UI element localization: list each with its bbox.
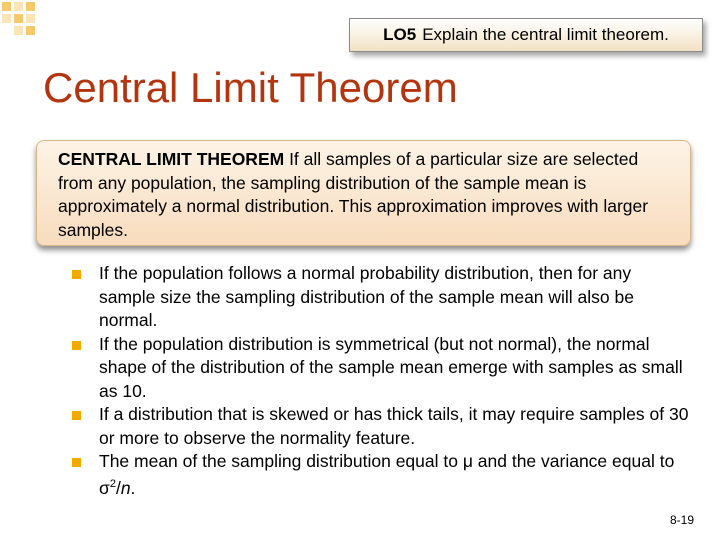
list-item — [72, 333, 692, 404]
list-item — [72, 450, 692, 501]
definition-text: If all samples of a particular size are selected from any population, the sampling distribution of the sample mean is approximately a normal distribution. This approximation improves with larger samples. — [58, 149, 649, 240]
square-bullet-icon — [72, 458, 81, 467]
bullet-text-part: / — [115, 478, 121, 499]
learning-objective-text: Explain the central limit theorem. — [422, 25, 669, 44]
definition-term: CENTRAL LIMIT THEOREM — [58, 149, 285, 169]
bullet-list — [72, 262, 692, 501]
list-item — [72, 403, 692, 450]
bullet-text: If a distribution that is skewed or has thick tails, it may require samples of 30 or more to observe the normality feature. — [99, 404, 689, 448]
list-item — [72, 262, 692, 333]
bullet-text-part: . — [130, 478, 136, 499]
page-number: 8-19 — [669, 513, 694, 527]
bullet-text: If the population follows a normal probability distribution, then for any sample size the sampling distribution of the sample mean will also be normal. — [99, 263, 634, 330]
square-bullet-icon — [72, 270, 81, 279]
superscript: 2 — [109, 478, 116, 491]
square-bullet-icon — [72, 341, 81, 350]
bullet-text — [99, 451, 674, 498]
definition-callout — [36, 140, 691, 246]
slide-title: Central Limit Theorem — [43, 64, 458, 111]
variable-n: n — [120, 478, 131, 499]
bullet-text-part: The mean of the sampling distribution equal to μ and the variance equal to σ — [99, 451, 675, 499]
corner-decoration — [0, 0, 60, 50]
learning-objective-box — [349, 18, 703, 52]
square-bullet-icon — [72, 411, 81, 420]
bullet-text: If the population distribution is symmetrical (but not normal), the normal shape of the distribution of the sample mean emerge with samples as small as 10. — [99, 333, 683, 401]
learning-objective-label: LO5 — [383, 25, 417, 44]
